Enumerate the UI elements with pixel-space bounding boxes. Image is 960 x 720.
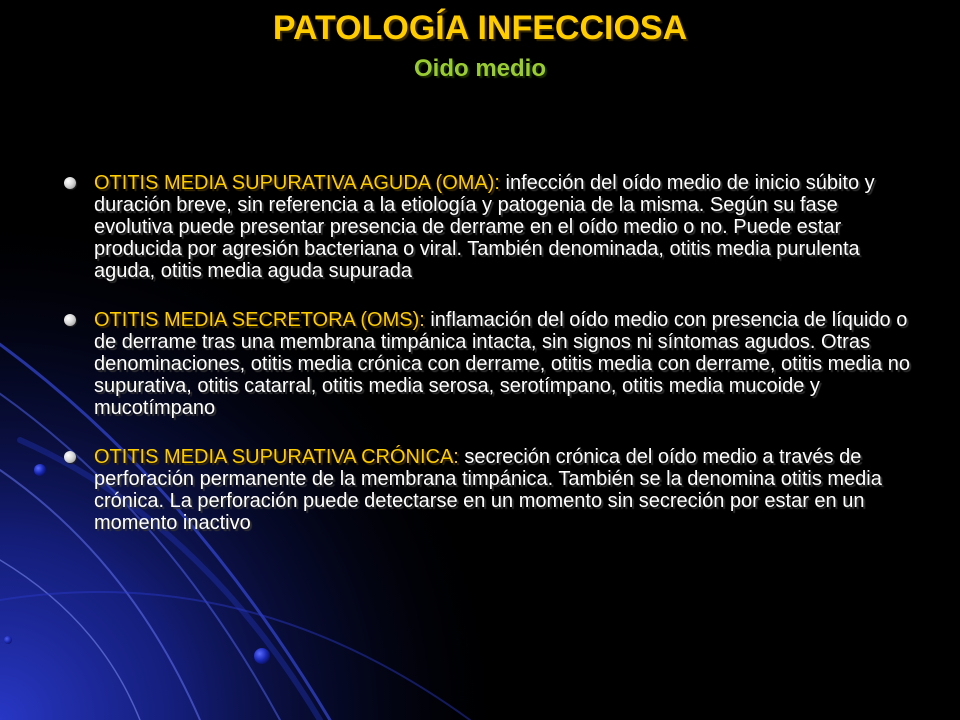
bullet-icon — [64, 177, 76, 189]
slide-subtitle: Oido medio — [414, 55, 546, 82]
decorative-dot — [34, 464, 46, 476]
item-text: infección del oído medio de inicio súbito y duración breve, sin referencia a la etiología y patogenia de la misma. Según su fase evolutiva puede presentar presencia de derrame en el oído medio o no. Puede estar producida por agresión bacteriana o viral. También denominada, otitis media purulenta aguda, otitis media aguda supurada — [94, 172, 875, 282]
item-text: secreción crónica del oído medio a través de perforación permanente de la membrana timpánica. También se la denomina otitis media crónica. La perforación puede detectarse en un momento sin secreción por estar en un momento inactivo — [94, 446, 882, 534]
bullet-list — [60, 172, 910, 561]
item-text: inflamación del oído medio con presencia de líquido o de derrame tras una membrana timpánica intacta, sin signos ni síntomas agudos. Otras denominaciones, otitis media crónica con derrame, otitis media con derrame, otitis media no supurativa, otitis catarral, otitis media serosa, serotímpano, otitis media mucoide y mucotímpano — [94, 309, 910, 419]
item-term: OTITIS MEDIA SECRETORA (OMS): — [94, 309, 425, 331]
item-term: OTITIS MEDIA SUPURATIVA CRÓNICA: — [94, 446, 459, 468]
decorative-dot — [4, 636, 12, 644]
item-term: OTITIS MEDIA SUPURATIVA AGUDA (OMA): — [94, 172, 500, 194]
list-item — [60, 446, 910, 534]
list-item — [60, 309, 910, 419]
decorative-dot — [254, 648, 270, 664]
list-item — [60, 172, 910, 282]
bullet-icon — [64, 451, 76, 463]
bullet-icon — [64, 314, 76, 326]
slide-title: PATOLOGÍA INFECCIOSA — [272, 9, 688, 47]
